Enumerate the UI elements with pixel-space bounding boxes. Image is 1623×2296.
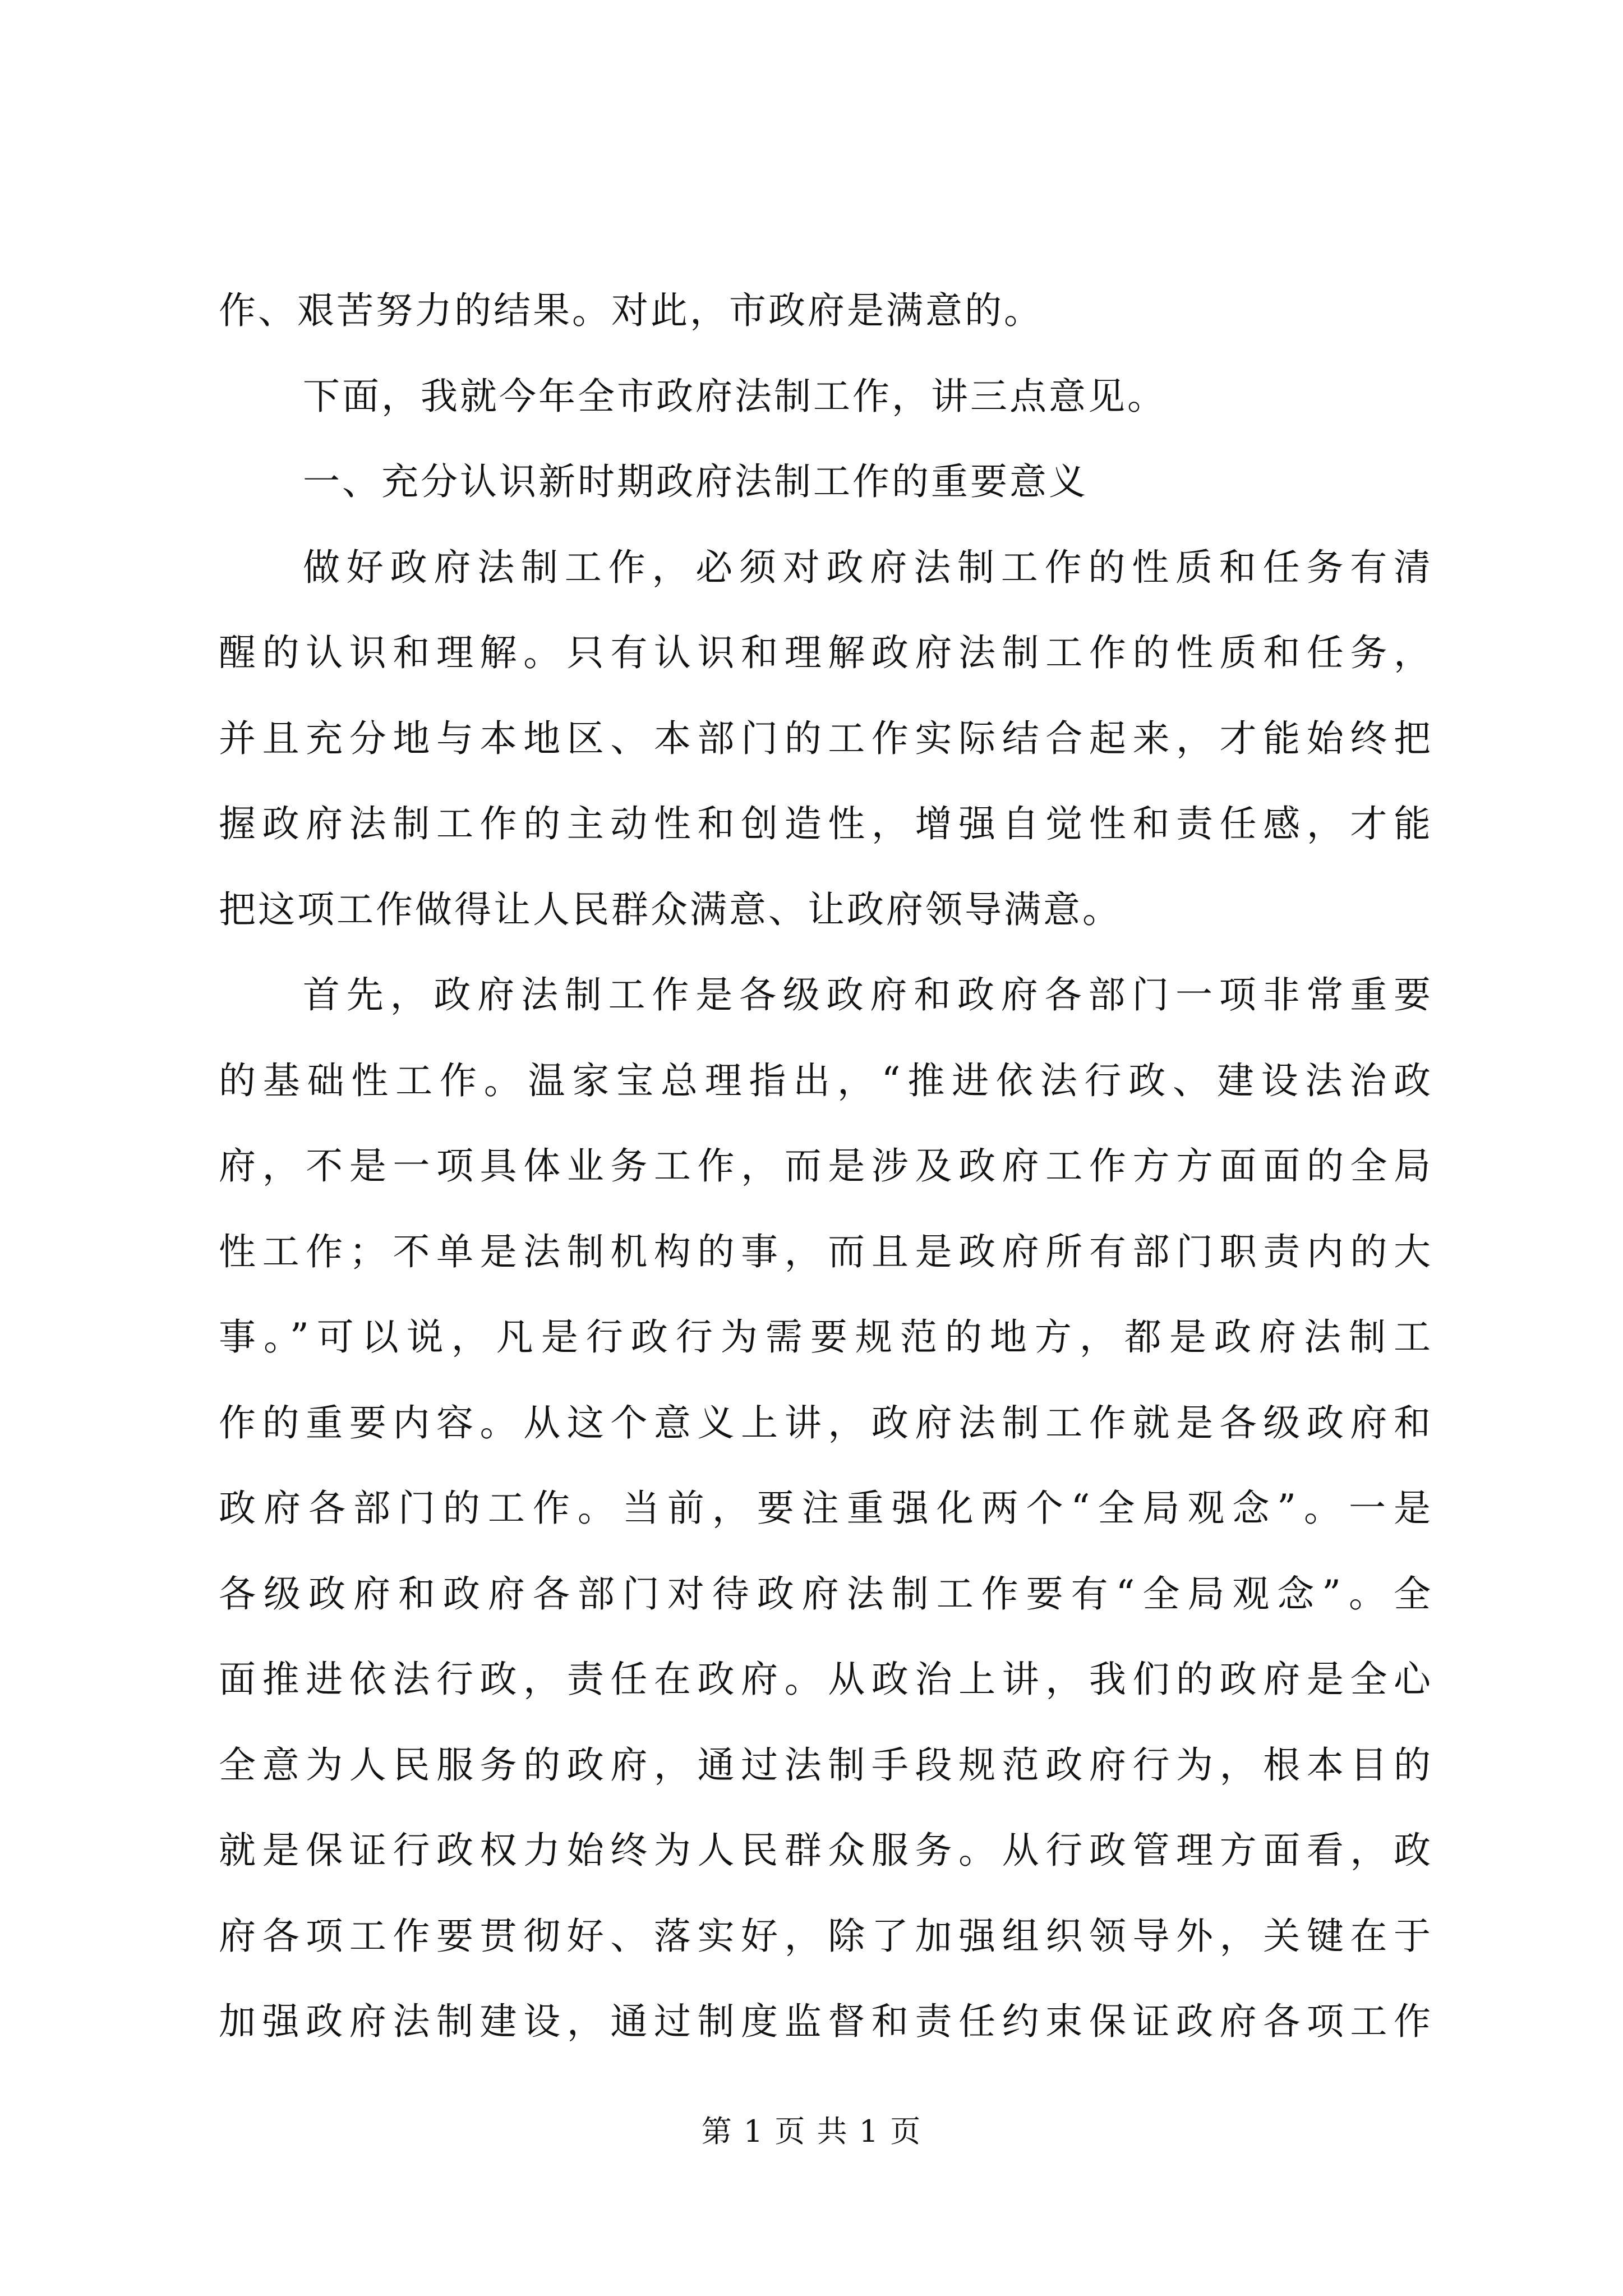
text-line: 性工作；不单是法制机构的事，而且是政府所有部门职责内的大 xyxy=(219,1230,1433,1273)
text-line: 握政府法制工作的主动性和创造性，增强自觉性和责任感，才能 xyxy=(219,802,1433,845)
text-line: 做好政府法制工作，必须对政府法制工作的性质和任务有清 xyxy=(303,545,1433,589)
page-number-footer: 第 1 页 共 1 页 xyxy=(701,2114,922,2149)
text-line: 加强政府法制建设，通过制度监督和责任约束保证政府各项工作 xyxy=(219,2000,1433,2043)
text-line: 并且充分地与本地区、本部门的工作实际结合起来，才能始终把 xyxy=(219,716,1433,760)
text-line: 首先，政府法制工作是各级政府和政府各部门一项非常重要 xyxy=(303,973,1433,1016)
text-line: 各级政府和政府各部门对待政府法制工作要有“全局观念”。全 xyxy=(219,1572,1433,1616)
document-body xyxy=(219,268,1433,2065)
text-line: 就是保证行政权力始终为人民群众服务。从行政管理方面看，政 xyxy=(219,1829,1433,1872)
text-line: 醒的认识和理解。只有认识和理解政府法制工作的性质和任务， xyxy=(219,631,1433,674)
text-line: 面推进依法行政，责任在政府。从政治上讲，我们的政府是全心 xyxy=(219,1658,1433,1701)
text-line: 事。”可以说，凡是行政行为需要规范的地方，都是政府法制工 xyxy=(219,1315,1433,1359)
text-line: 作、艰苦努力的结果。对此，市政府是满意的。 xyxy=(219,289,1043,332)
text-line: 府，不是一项具体业务工作，而是涉及政府工作方方面面的全局 xyxy=(219,1144,1433,1188)
text-line: 作的重要内容。从这个意义上讲，政府法制工作就是各级政府和 xyxy=(219,1401,1433,1444)
text-line: 下面，我就今年全市政府法制工作，讲三点意见。 xyxy=(303,374,1166,418)
text-line: 的基础性工作。温家宝总理指出，“推进依法行政、建设法治政 xyxy=(219,1059,1433,1102)
text-line: 府各项工作要贯彻好、落实好，除了加强组织领导外，关键在于 xyxy=(219,1914,1433,1958)
text-line: 把这项工作做得让人民群众满意、让政府领导满意。 xyxy=(219,887,1122,931)
text-line: 全意为人民服务的政府，通过法制手段规范政府行为，根本目的 xyxy=(219,1743,1433,1787)
text-line: 政府各部门的工作。当前，要注重强化两个“全局观念”。一是 xyxy=(219,1487,1433,1530)
section-heading: 一、充分认识新时期政府法制工作的重要意义 xyxy=(303,460,1088,503)
